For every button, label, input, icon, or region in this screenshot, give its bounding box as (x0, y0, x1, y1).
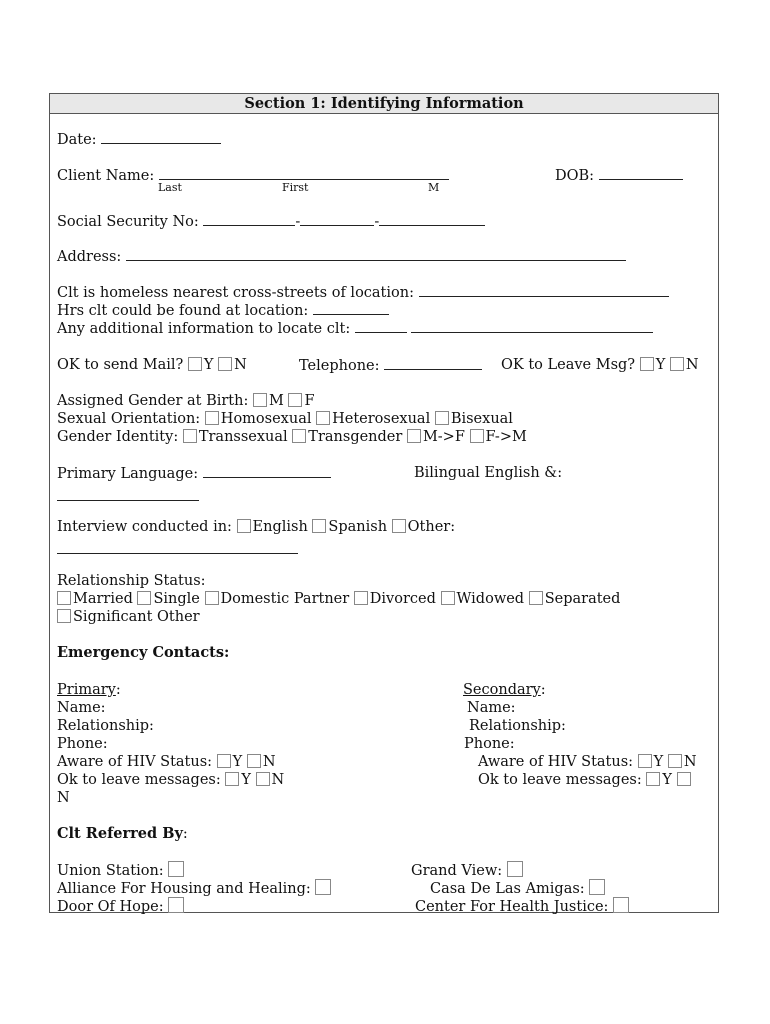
additional-info-row (57, 319, 653, 338)
interview-other-label: Other: (407, 519, 456, 535)
ok-leave-msg-no-label: N (685, 357, 699, 373)
secondary-aware-hiv-yes-label: Y (653, 754, 664, 770)
secondary-aware-hiv-no-label: N (683, 754, 697, 770)
relationship-single-checkbox[interactable] (137, 591, 151, 605)
identity-transgender-checkbox[interactable] (292, 429, 306, 443)
interview-spanish-checkbox[interactable] (312, 519, 326, 533)
gender-birth-m-label: M (268, 393, 284, 409)
primary-relationship-label: Relationship: (57, 718, 154, 734)
secondary-aware-hiv-label: Aware of HIV Status: (478, 754, 634, 770)
date-row (57, 130, 221, 149)
secondary-aware-hiv-yes-checkbox[interactable] (638, 754, 652, 768)
ok-mail-row (57, 356, 247, 374)
secondary-aware-hiv-row (478, 753, 697, 771)
ssn-field-1[interactable] (203, 212, 295, 226)
secondary-name-label: Name: (467, 700, 516, 716)
relationship-significant-other-label: Significant Other (73, 609, 200, 625)
ok-leave-msg-no-checkbox[interactable] (670, 357, 684, 371)
dob-field[interactable] (599, 166, 683, 180)
secondary-ok-messages-no-checkbox[interactable] (677, 772, 691, 786)
telephone-row (299, 356, 482, 375)
secondary-ok-messages-yes-label: Y (662, 772, 672, 788)
relationship-widowed-label: Widowed (456, 591, 525, 607)
address-field[interactable] (126, 247, 626, 261)
date-label: Date: (57, 132, 97, 148)
identity-f-to-m-checkbox[interactable] (470, 429, 484, 443)
hrs-label: Hrs clt could be found at location: (57, 303, 309, 319)
orientation-bisexual-checkbox[interactable] (435, 411, 449, 425)
interview-label: Interview conducted in: (57, 519, 232, 535)
interview-english-label: English (252, 519, 308, 535)
relationship-widowed-checkbox[interactable] (441, 591, 455, 605)
primary-colon: : (115, 682, 121, 698)
relationship-single-label: Single (153, 591, 200, 607)
relationship-domestic-partner-checkbox[interactable] (205, 591, 219, 605)
referral-union-station-row (57, 861, 186, 880)
ssn-dash-1: - (295, 214, 301, 230)
referral-center-health-row (415, 897, 631, 916)
referral-alliance-label: Alliance For Housing and Healing: (57, 881, 311, 897)
hrs-row (57, 301, 389, 320)
secondary-ok-messages-yes-checkbox[interactable] (646, 772, 660, 786)
interview-other-field[interactable] (57, 540, 298, 554)
secondary-aware-hiv-no-checkbox[interactable] (668, 754, 682, 768)
orientation-homosexual-label: Homosexual (220, 411, 312, 427)
section-title: Section 1: Identifying Information (50, 94, 718, 114)
orientation-bisexual-label: Bisexual (450, 411, 513, 427)
identity-row (57, 428, 527, 446)
identity-transsexual-checkbox[interactable] (183, 429, 197, 443)
gender-birth-f-checkbox[interactable] (288, 393, 302, 407)
relationship-significant-other-row (57, 608, 200, 626)
secondary-relationship-label: Relationship: (469, 718, 566, 734)
client-name-label: Client Name: (57, 168, 155, 184)
orientation-label: Sexual Orientation: (57, 411, 201, 427)
primary-name-label: Name: (57, 700, 106, 716)
emergency-contacts-heading: Emergency Contacts: (57, 644, 230, 661)
telephone-label: Telephone: (299, 358, 380, 374)
intake-form (49, 93, 719, 913)
orientation-heterosexual-label: Heterosexual (332, 411, 431, 427)
primary-language-label: Primary Language: (57, 466, 199, 482)
relationship-separated-checkbox[interactable] (529, 591, 543, 605)
identity-m-to-f-checkbox[interactable] (407, 429, 421, 443)
referral-door-of-hope-label: Door Of Hope: (57, 899, 164, 915)
primary-aware-hiv-yes-label: Y (232, 754, 243, 770)
additional-info-field-2[interactable] (411, 319, 653, 333)
primary-phone-label: Phone: (57, 736, 108, 752)
gender-birth-row (57, 392, 315, 410)
ok-mail-no-checkbox[interactable] (218, 357, 232, 371)
ok-mail-label: OK to send Mail? (57, 357, 184, 373)
name-part-middle: M (428, 181, 440, 194)
bilingual-field[interactable] (57, 487, 199, 501)
gender-birth-label: Assigned Gender at Birth: (57, 393, 249, 409)
orientation-heterosexual-checkbox[interactable] (316, 411, 330, 425)
ok-mail-no-label: N (234, 357, 247, 373)
primary-ok-messages-no-label: N (271, 772, 285, 788)
relationship-options-row (57, 590, 620, 608)
ok-leave-msg-yes-label: Y (655, 357, 666, 373)
secondary-heading (463, 681, 546, 699)
referral-casa-checkbox[interactable] (589, 879, 605, 895)
additional-info-field-1[interactable] (355, 319, 407, 333)
secondary-phone-label: Phone: (464, 736, 515, 752)
secondary-colon: : (540, 682, 546, 698)
referred-heading (57, 825, 188, 843)
ssn-field-3[interactable] (379, 212, 485, 226)
identity-label: Gender Identity: (57, 429, 179, 445)
orientation-homosexual-checkbox[interactable] (205, 411, 219, 425)
referral-casa-label: Casa De Las Amigas: (430, 881, 585, 897)
trailing-n: N (57, 790, 70, 806)
ok-leave-msg-label: OK to Leave Msg? (501, 357, 636, 373)
relationship-divorced-checkbox[interactable] (354, 591, 368, 605)
referral-alliance-row (57, 879, 333, 898)
secondary-ok-messages-row (478, 771, 693, 789)
gender-birth-f-label: F (304, 393, 315, 409)
referral-casa-row (430, 879, 607, 898)
primary-ok-messages-label: Ok to leave messages: (57, 772, 221, 788)
interview-spanish-label: Spanish (328, 519, 388, 535)
primary-language-field[interactable] (203, 464, 331, 478)
ssn-dash-2: - (374, 214, 380, 230)
secondary-label: Secondary (463, 682, 541, 698)
gender-birth-m-checkbox[interactable] (253, 393, 267, 407)
primary-aware-hiv-row (57, 753, 276, 771)
relationship-separated-label: Separated (544, 591, 621, 607)
interview-english-checkbox[interactable] (237, 519, 251, 533)
referred-colon: : (182, 826, 188, 842)
primary-ok-messages-yes-checkbox[interactable] (225, 772, 239, 786)
referral-center-health-label: Center For Health Justice: (415, 899, 609, 915)
primary-aware-hiv-no-checkbox[interactable] (247, 754, 261, 768)
primary-language-row (57, 464, 331, 483)
ssn-row (57, 212, 485, 231)
referral-alliance-checkbox[interactable] (315, 879, 331, 895)
primary-aware-hiv-yes-checkbox[interactable] (217, 754, 231, 768)
primary-aware-hiv-label: Aware of HIV Status: (57, 754, 213, 770)
date-field[interactable] (101, 130, 221, 144)
relationship-divorced-label: Divorced (369, 591, 436, 607)
identity-transsexual-label: Transsexual (198, 429, 288, 445)
referral-center-health-checkbox[interactable] (613, 897, 629, 913)
homeless-field[interactable] (419, 283, 669, 297)
relationship-domestic-partner-label: Domestic Partner (220, 591, 350, 607)
primary-ok-messages-row (57, 771, 284, 789)
referred-label: Clt Referred By (57, 825, 183, 842)
address-label: Address: (57, 249, 122, 265)
telephone-field[interactable] (384, 356, 482, 370)
referral-grand-view-row (411, 861, 525, 880)
ok-leave-msg-yes-checkbox[interactable] (640, 357, 654, 371)
orientation-row (57, 410, 513, 428)
referral-grand-view-label: Grand View: (411, 863, 503, 879)
identity-m-to-f-label: M->F (422, 429, 465, 445)
relationship-married-checkbox[interactable] (57, 591, 71, 605)
ok-mail-yes-label: Y (203, 357, 214, 373)
client-name-row (57, 166, 449, 185)
ssn-label: Social Security No: (57, 214, 199, 230)
ok-mail-yes-checkbox[interactable] (188, 357, 202, 371)
dob-label: DOB: (555, 168, 595, 184)
secondary-ok-messages-label: Ok to leave messages: (478, 772, 642, 788)
homeless-row (57, 283, 669, 302)
primary-label: Primary (57, 682, 116, 698)
primary-ok-messages-yes-label: Y (241, 772, 251, 788)
client-name-field[interactable] (159, 166, 449, 180)
relationship-significant-other-checkbox[interactable] (57, 609, 71, 623)
interview-other-checkbox[interactable] (392, 519, 406, 533)
referral-door-of-hope-row (57, 897, 186, 916)
name-part-last: Last (158, 181, 182, 194)
bilingual-label: Bilingual English &: (414, 465, 563, 481)
interview-row (57, 518, 455, 536)
relationship-married-label: Married (73, 591, 133, 607)
primary-heading (57, 681, 121, 699)
referral-union-station-checkbox[interactable] (168, 861, 184, 877)
additional-info-label: Any additional information to locate clt: (57, 321, 351, 337)
ssn-field-2[interactable] (300, 212, 374, 226)
identity-transgender-label: Transgender (308, 429, 403, 445)
name-part-first: First (282, 181, 309, 194)
referral-grand-view-checkbox[interactable] (507, 861, 523, 877)
identity-f-to-m-label: F->M (485, 429, 527, 445)
hrs-field[interactable] (313, 301, 389, 315)
bilingual-row (57, 487, 199, 506)
relationship-status-label: Relationship Status: (57, 573, 206, 589)
referral-door-of-hope-checkbox[interactable] (168, 897, 184, 913)
dob-row (555, 166, 683, 185)
primary-ok-messages-no-checkbox[interactable] (256, 772, 270, 786)
interview-other-row (57, 540, 298, 559)
address-row (57, 247, 626, 266)
ok-leave-msg-row (501, 356, 699, 374)
referral-union-station-label: Union Station: (57, 863, 164, 879)
primary-aware-hiv-no-label: N (262, 754, 276, 770)
homeless-label: Clt is homeless nearest cross-streets of location: (57, 285, 414, 301)
